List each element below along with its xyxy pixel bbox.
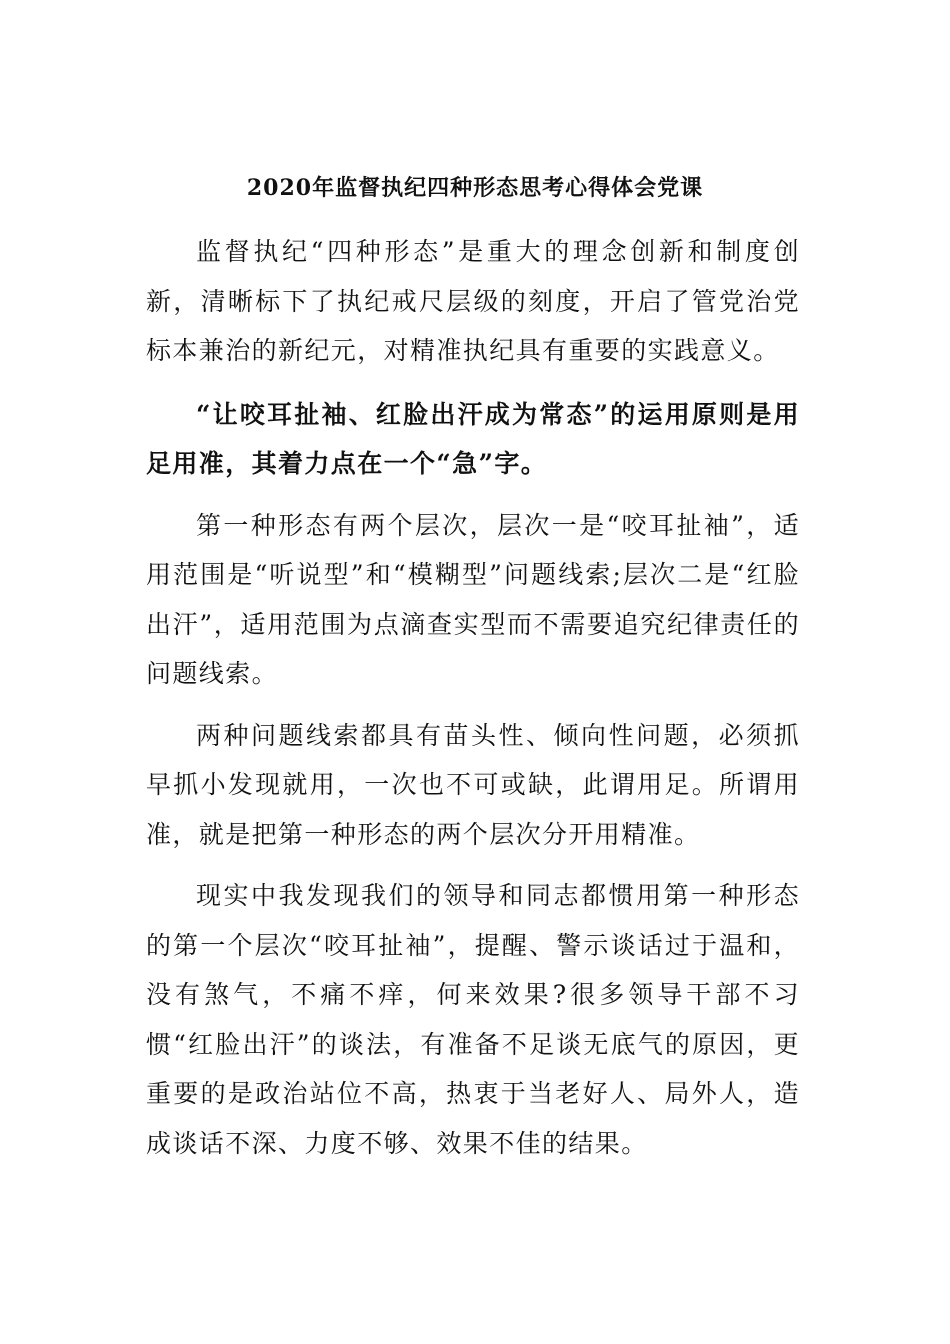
document-body: [146, 227, 800, 1180]
paragraph-intro: 监督执纪“四种形态”是重大的理念创新和制度创新，清晰标下了执纪戒尺层级的刻度，开启了管党治党标本兼治的新纪元，对精准执纪具有重要的实践意义。: [146, 237, 800, 365]
paragraph-principle-heading: “让咬耳扯袖、红脸出汗成为常态”的运用原则是用足用准，其着力点在一个“急”字。: [146, 399, 800, 478]
paragraph-two-levels: 第一种形态有两个层次，层次一是“咬耳扯袖”，适用范围是“听说型”和“模糊型”问题线索;层次二是“红脸出汗”，适用范围为点滴查实型而不需要追究纪律责任的问题线索。: [146, 510, 800, 688]
paragraph-use-fully: 两种问题线索都具有苗头性、倾向性问题，必须抓早抓小发现就用，一次也不可或缺，此谓用足。所谓用准，就是把第一种形态的两个层次分开用精准。: [146, 720, 800, 849]
paragraph-reality: 现实中我发现我们的领导和同志都惯用第一种形态的第一个层次“咬耳扯袖”，提醒、警示谈话过于温和，没有煞气，不痛不痒，何来效果?很多领导干部不习惯“红脸出汗”的谈法，有准备不足谈无底气的原因，更重要的是政治站位不高，热衷于当老好人、局外人，造成谈话不深、力度不够、效果不佳的结果。: [146, 881, 800, 1158]
document-title: 2020年监督执纪四种形态思考心得体会党课: [246, 175, 704, 201]
